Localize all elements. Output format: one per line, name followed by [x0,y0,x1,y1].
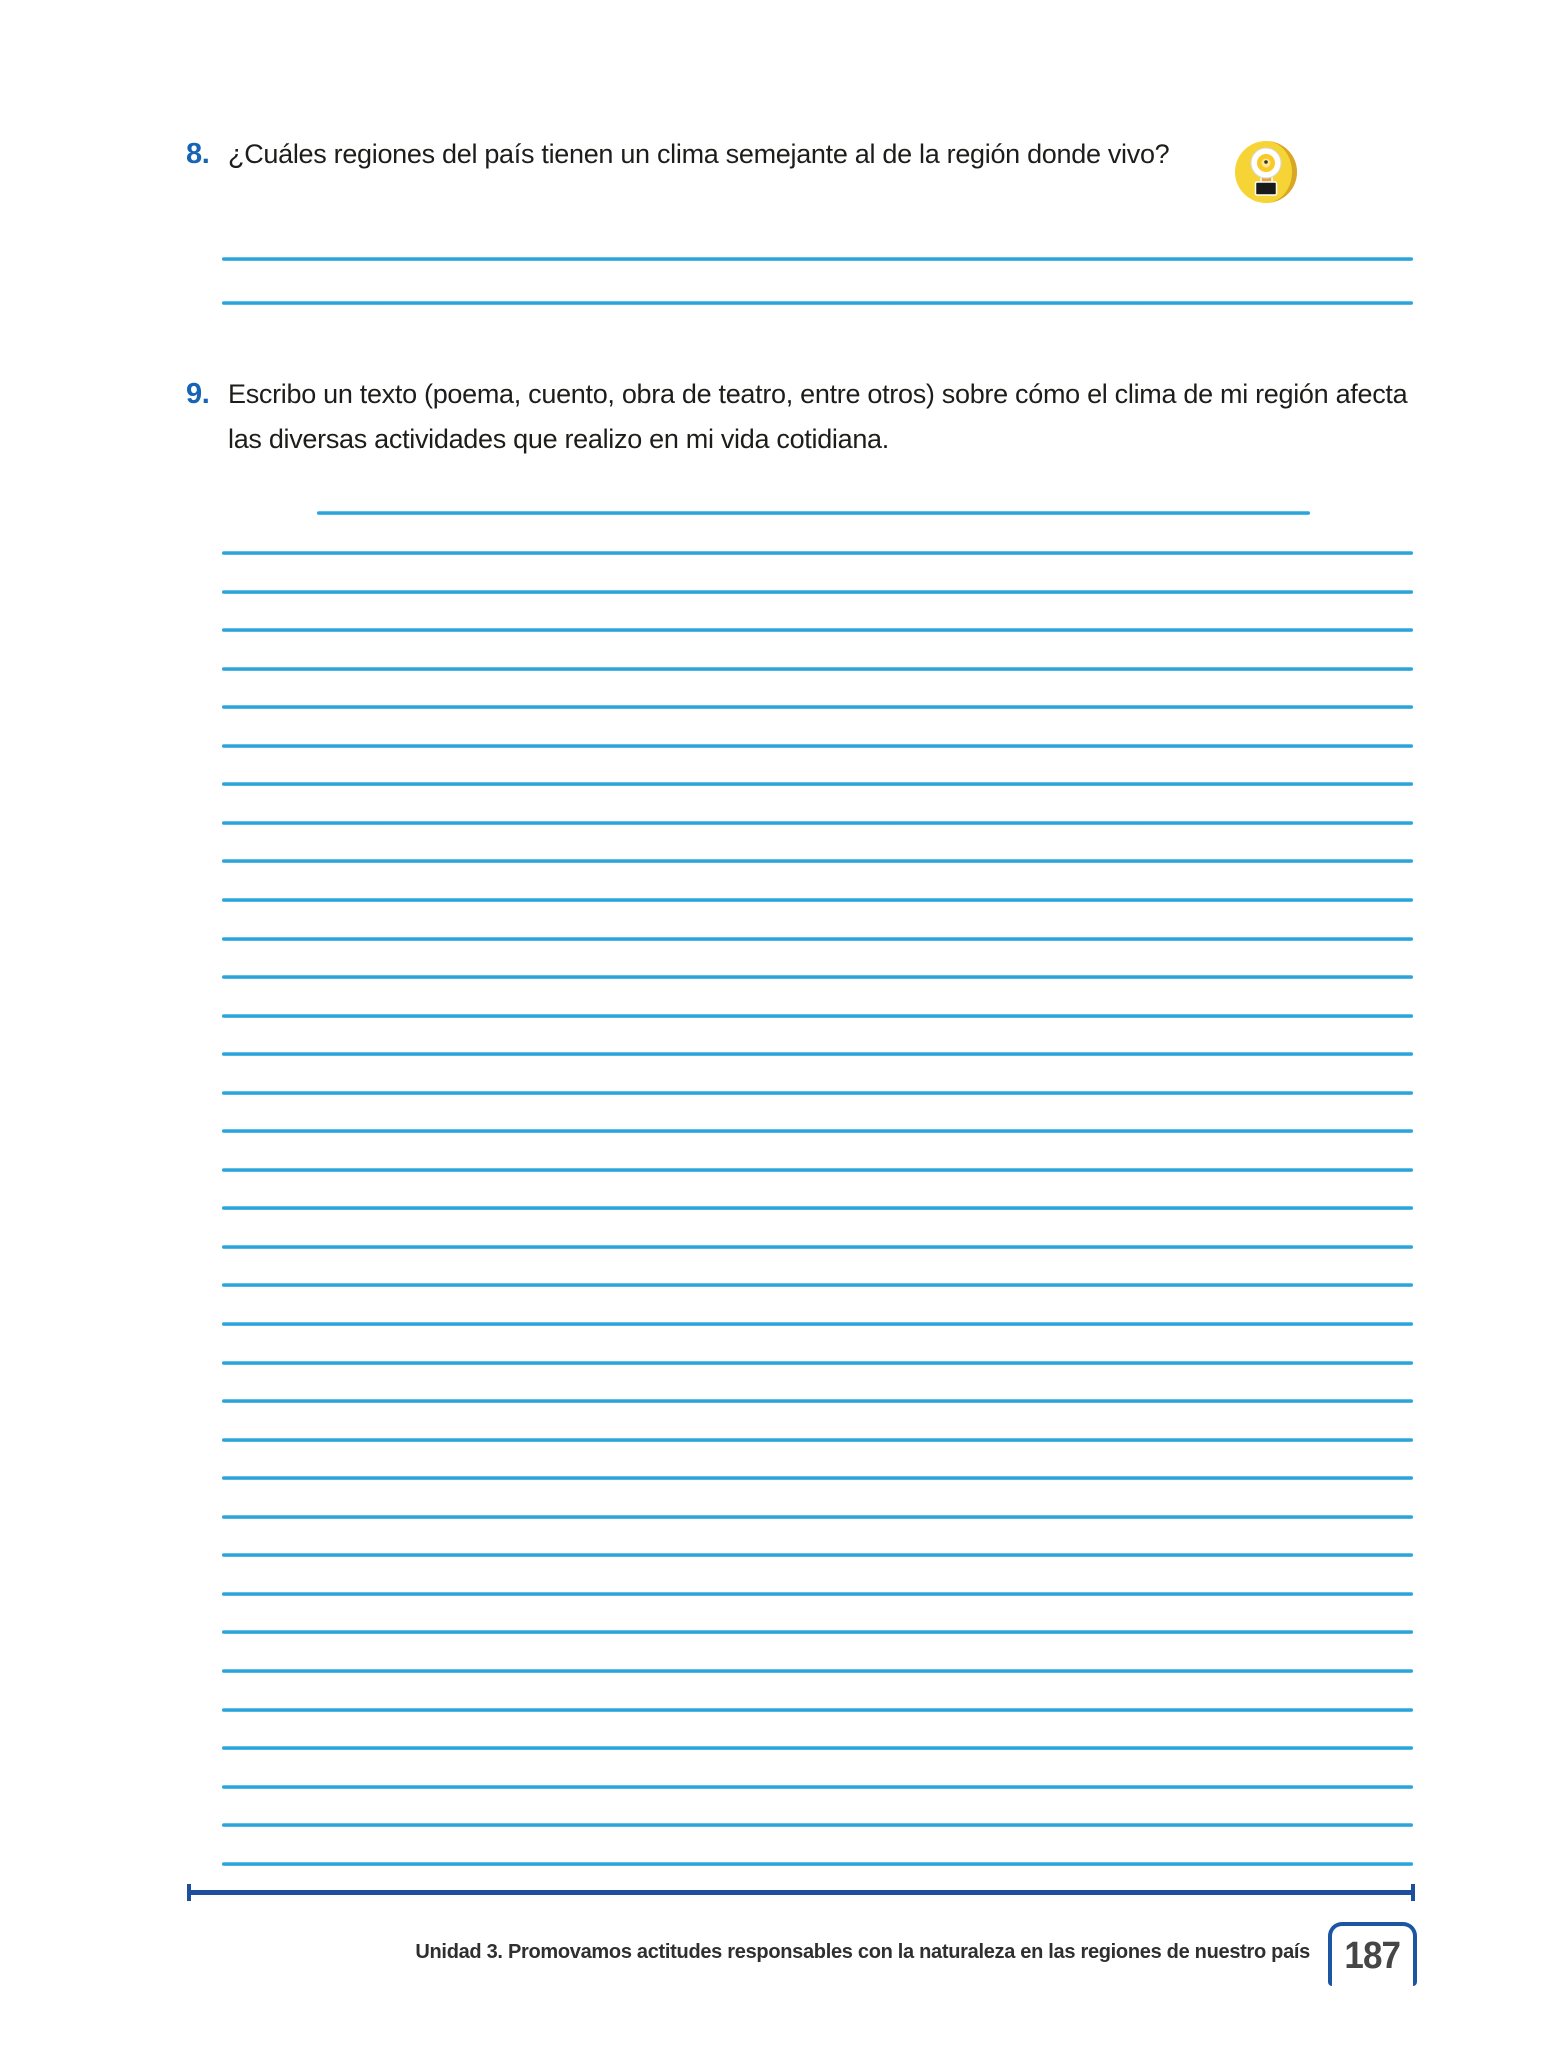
writing-line[interactable] [222,1091,1413,1095]
writing-line[interactable] [222,1438,1413,1442]
writing-line[interactable] [222,1553,1413,1557]
question-9 [186,372,1436,462]
question-9-number: 9. [186,378,210,410]
writing-line[interactable] [222,628,1413,632]
writing-line[interactable] [222,1476,1413,1480]
page-number: 187 [1344,1934,1401,1977]
writing-line[interactable] [222,898,1413,902]
writing-line[interactable] [222,1592,1413,1596]
answer-line[interactable] [222,301,1413,305]
writing-line[interactable] [222,1129,1413,1133]
writing-line[interactable] [222,1823,1413,1827]
writing-line[interactable] [222,1245,1413,1249]
writing-line[interactable] [222,975,1413,979]
writing-line[interactable] [222,744,1413,748]
writing-line[interactable] [222,1206,1413,1210]
writing-line[interactable] [222,1052,1413,1056]
writing-line[interactable] [222,821,1413,825]
writing-line[interactable] [222,1399,1413,1403]
question-9-text: Escribo un texto (poema, cuento, obra de teatro, entre otros) sobre cómo el clima de mi región afecta las diversas actividades que realizo en mi vida cotidiana. [228,379,1408,454]
writing-line[interactable] [222,667,1413,671]
writing-line[interactable] [222,1283,1413,1287]
writing-line[interactable] [222,705,1413,709]
writing-line[interactable] [222,1630,1413,1634]
writing-line[interactable] [222,1862,1413,1866]
writing-line[interactable] [222,590,1413,594]
writing-line[interactable] [222,551,1413,555]
writing-line[interactable] [222,1322,1413,1326]
question-8 [186,132,1306,177]
writing-line[interactable] [222,1168,1413,1172]
question-8-number: 8. [186,138,210,170]
page-number-box [1328,1922,1417,1986]
writing-line[interactable] [222,1361,1413,1365]
writing-line[interactable] [222,1785,1413,1789]
writing-line[interactable] [222,1014,1413,1018]
writing-line[interactable] [222,1708,1413,1712]
footer-caption: Unidad 3. Promovamos actitudes responsables con la naturaleza en las regiones de nuestro país [415,1941,1310,1963]
writing-line[interactable] [222,859,1413,863]
writing-line[interactable] [222,937,1413,941]
writing-line[interactable] [222,1669,1413,1673]
title-line[interactable] [317,511,1310,515]
question-8-answer-area [222,257,1413,357]
writing-line[interactable] [222,1746,1413,1750]
writing-line[interactable] [222,782,1413,786]
writing-line[interactable] [222,1515,1413,1519]
question-9-writing-area [222,551,1413,1871]
question-8-text: ¿Cuáles regiones del país tienen un clima semejante al de la región donde vivo? [228,139,1170,169]
footer-rule [187,1890,1415,1895]
answer-line[interactable] [222,257,1413,261]
lightbulb-icon [1234,140,1298,204]
